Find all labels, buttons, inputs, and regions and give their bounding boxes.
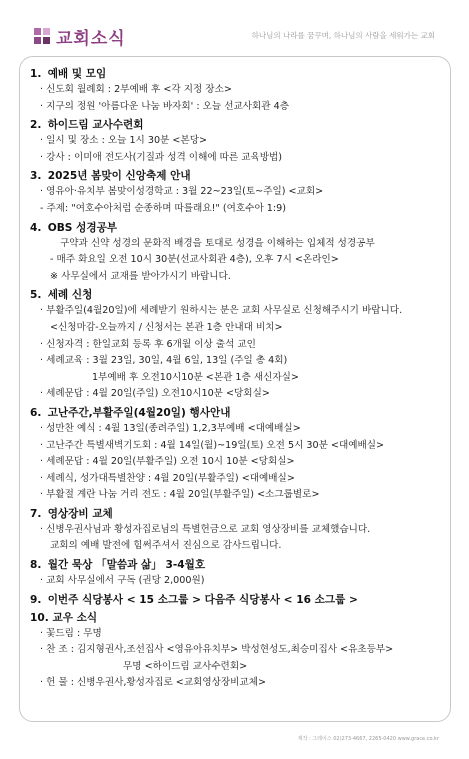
section-title: 예배 및 모임 bbox=[47, 68, 107, 80]
section-line: · 헌 물 : 신병우권사,황성자집로 <교회영상장비교체> bbox=[40, 677, 267, 689]
section-line: · 세례문답 : 4월 20일(주일) 오전10시10분 <당회실> bbox=[40, 388, 270, 400]
section-line: · 부활주일(4월20일)에 세례받기 원하시는 분은 교회 사무실로 신청해주시기 바랍니다. bbox=[40, 305, 403, 317]
section-number: 3. bbox=[30, 170, 42, 183]
section-heading bbox=[30, 557, 448, 573]
section-title: 교우 소식 bbox=[52, 611, 98, 624]
section-number: 2. bbox=[30, 119, 42, 132]
section-title: OBS 성경공부 bbox=[47, 221, 118, 234]
section-line: · 세례문답 : 4월 20일(부활주일) 오전 10시 10분 <당회실> bbox=[40, 456, 295, 468]
section-line: · 신청자격 : 한일교회 등록 후 6개월 이상 출석 교인 bbox=[40, 338, 256, 350]
section-number: 5. bbox=[30, 289, 42, 302]
section-number: 1. bbox=[30, 68, 42, 80]
section-line: ※ 사무실에서 교재를 받아가시기 바랍니다. bbox=[50, 270, 231, 282]
section-number: 10. bbox=[30, 611, 49, 624]
section-heading bbox=[30, 405, 448, 421]
section-number: 9. bbox=[30, 593, 42, 606]
section-line: <신청마감-오늘까지 / 신청서는 본관 1층 안내대 비치> bbox=[50, 321, 283, 333]
section-line: · 신병우권사님과 황성자집로님의 특별헌금으로 교회 영상장비를 교체했습니다. bbox=[40, 523, 371, 535]
section-title: 하이드림 교사수련회 bbox=[47, 119, 144, 132]
section-heading bbox=[30, 610, 448, 626]
footer-credit: 제작 : 그레이스 02)273-4667, 2265-0420 www.grace.co.kr bbox=[297, 736, 439, 742]
section-heading bbox=[30, 592, 448, 608]
news-content bbox=[30, 64, 448, 692]
church-motto: 하나님의 나라를 꿈꾸며, 하나님의 사람을 세워가는 교회 bbox=[251, 31, 435, 40]
section-title: 월간 묵상 「말씀과 삶」 3-4월호 bbox=[47, 559, 206, 572]
section-line: · 고난주간 특별새벽기도회 : 4월 14일(월)~19일(토) 오전 5시 30분 <대예배실> bbox=[40, 439, 385, 451]
section-line: · 세례식, 성가대특별찬양 : 4월 20일(부활주일) <대예배실> bbox=[40, 472, 295, 484]
section-line: - 매주 화요일 오전 10시 30분(선교사회관 4층), 오후 7시 <온라인> bbox=[50, 254, 339, 266]
section-line: · 지구의 정원 '아름다운 나눔 바자회' : 오늘 선교사회관 4층 bbox=[40, 100, 289, 112]
section-line: · 영유아·유치부 봄맞이성경학교 : 3월 22~23일(토~주일) <교회> bbox=[40, 186, 324, 198]
section-title: 고난주간,부활주일(4월20일) 행사안내 bbox=[47, 406, 231, 419]
section-heading bbox=[30, 506, 448, 522]
section-line: 구약과 신약 성경의 문화적 배경을 토대로 성경을 이해하는 입체적 성경공부 bbox=[60, 237, 375, 249]
section-title: 이번주 식당봉사 < 15 소그룹 > 다음주 식당봉사 < 16 소그룹 > bbox=[47, 593, 358, 606]
section-line: · 찬 조 : 김지형권사,조선집사 <영유아유치부> 박성현성도,최승미집사 <유초등부> bbox=[40, 644, 394, 656]
section-number: 7. bbox=[30, 507, 42, 520]
section-line: 1부예배 후 오전10시10분 <본관 1층 새신자실> bbox=[92, 371, 299, 383]
logo-squares-icon bbox=[34, 28, 50, 44]
section-line: · 교회 사무실에서 구독 (권당 2,000원) bbox=[40, 575, 205, 587]
section-line: · 강사 : 이미애 전도사(기질과 성격 이해에 따른 교육방법) bbox=[40, 151, 283, 163]
section-number: 6. bbox=[30, 406, 42, 419]
section-heading bbox=[30, 220, 448, 236]
section-line: · 꽃드림 : 무명 bbox=[40, 627, 102, 639]
section-heading bbox=[30, 287, 448, 303]
section-line: - 주제: "여호수아처럼 순종하며 따를래요!" (여호수아 1:9) bbox=[40, 202, 286, 214]
section-heading bbox=[30, 117, 448, 133]
section-line: · 신도회 월례회 : 2부예배 후 <각 지정 장소> bbox=[40, 84, 232, 95]
section-title: 세례 신청 bbox=[47, 289, 93, 302]
section-line: 무명 <하이드림 교사수련회> bbox=[123, 660, 248, 672]
page-title: 교회소식 bbox=[56, 29, 126, 49]
section-line: · 성만찬 예식 : 4월 13일(종려주일) 1,2,3부예배 <대예배실> bbox=[40, 422, 301, 434]
section-line: 교회의 예배 발전에 힘써주셔서 진심으로 감사드립니다. bbox=[50, 540, 282, 552]
section-line: · 세례교육 : 3월 23일, 30일, 4월 6일, 13일 (주일 총 4회) bbox=[40, 355, 288, 367]
section-line: · 부활절 계란 나눔 거리 전도 : 4월 20일(부활주일) <소그룹별로> bbox=[40, 489, 320, 501]
section-heading bbox=[30, 66, 448, 82]
section-title: 영상장비 교체 bbox=[47, 507, 113, 520]
section-line: · 일시 및 장소 : 오늘 1시 30분 <본당> bbox=[40, 135, 208, 147]
section-number: 4. bbox=[30, 221, 42, 234]
section-title: 2025년 봄맞이 신앙축제 안내 bbox=[47, 170, 191, 183]
section-heading bbox=[30, 168, 448, 184]
page-header bbox=[0, 0, 469, 58]
section-number: 8. bbox=[30, 559, 42, 572]
